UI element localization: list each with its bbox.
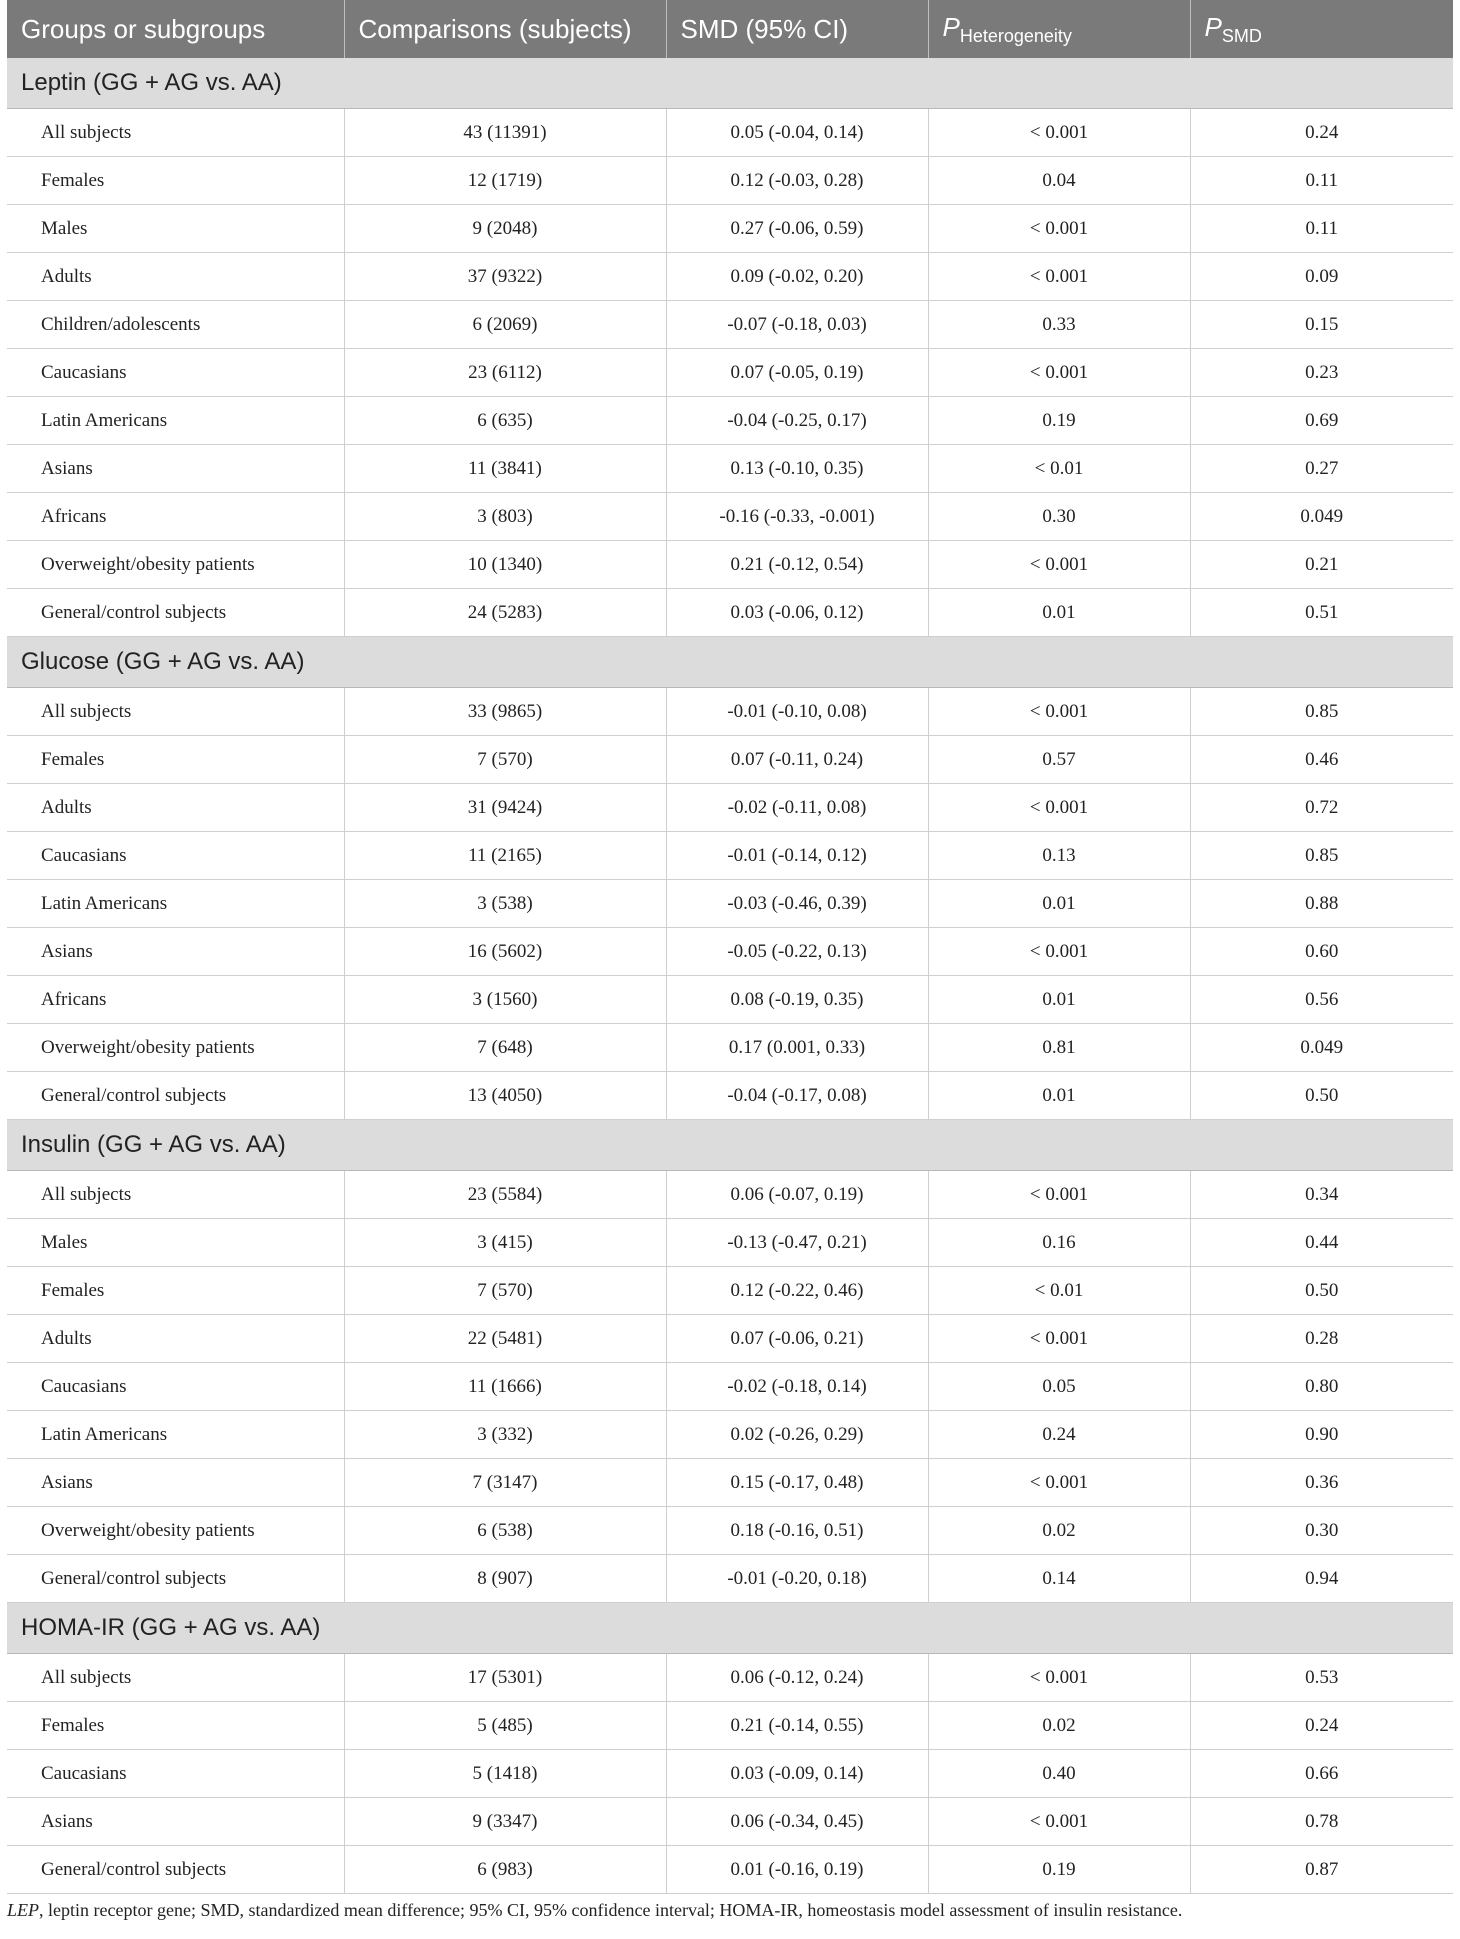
p-smd-cell: 0.69 xyxy=(1190,397,1453,445)
header-row xyxy=(7,0,1453,58)
p-smd-cell: 0.87 xyxy=(1190,1846,1453,1894)
subgroup-cell: Adults xyxy=(7,253,344,301)
subgroup-cell: Asians xyxy=(7,1459,344,1507)
smd-cell: -0.13 (-0.47, 0.21) xyxy=(666,1219,928,1267)
smd-cell: 0.03 (-0.09, 0.14) xyxy=(666,1750,928,1798)
comparisons-cell: 10 (1340) xyxy=(344,541,666,589)
table-row xyxy=(7,589,1453,637)
group-title: Leptin (GG + AG vs. AA) xyxy=(7,58,1453,109)
table-row xyxy=(7,349,1453,397)
comparisons-cell: 11 (1666) xyxy=(344,1363,666,1411)
table-row xyxy=(7,784,1453,832)
header-groups: Groups or subgroups xyxy=(7,0,344,58)
p-heterogeneity-cell: 0.30 xyxy=(928,493,1190,541)
comparisons-cell: 6 (538) xyxy=(344,1507,666,1555)
p-heterogeneity-cell: 0.14 xyxy=(928,1555,1190,1603)
comparisons-cell: 11 (2165) xyxy=(344,832,666,880)
comparisons-cell: 6 (983) xyxy=(344,1846,666,1894)
p-heterogeneity-cell: < 0.001 xyxy=(928,1171,1190,1219)
table-footnote xyxy=(7,1900,1453,1921)
comparisons-cell: 8 (907) xyxy=(344,1555,666,1603)
p-smd-cell: 0.049 xyxy=(1190,493,1453,541)
comparisons-cell: 9 (2048) xyxy=(344,205,666,253)
comparisons-cell: 3 (1560) xyxy=(344,976,666,1024)
p-heterogeneity-cell: 0.19 xyxy=(928,397,1190,445)
p-smd-cell: 0.28 xyxy=(1190,1315,1453,1363)
p-heterogeneity-cell: < 0.01 xyxy=(928,1267,1190,1315)
p-smd-cell: 0.24 xyxy=(1190,1702,1453,1750)
smd-cell: 0.07 (-0.05, 0.19) xyxy=(666,349,928,397)
p-smd-cell: 0.56 xyxy=(1190,976,1453,1024)
p-heterogeneity-cell: 0.24 xyxy=(928,1411,1190,1459)
table-row xyxy=(7,1750,1453,1798)
p-smd-cell: 0.60 xyxy=(1190,928,1453,976)
p-heterogeneity-cell: 0.13 xyxy=(928,832,1190,880)
p-smd-cell: 0.80 xyxy=(1190,1363,1453,1411)
smd-cell: 0.02 (-0.26, 0.29) xyxy=(666,1411,928,1459)
subgroup-cell: Africans xyxy=(7,493,344,541)
table-row xyxy=(7,928,1453,976)
table-row xyxy=(7,493,1453,541)
p-heterogeneity-cell: 0.01 xyxy=(928,1072,1190,1120)
smd-cell: 0.27 (-0.06, 0.59) xyxy=(666,205,928,253)
p-heterogeneity-cell: 0.01 xyxy=(928,589,1190,637)
header-p-heterogeneity-main: P xyxy=(942,11,960,42)
subgroup-cell: Adults xyxy=(7,784,344,832)
subgroup-cell: General/control subjects xyxy=(7,1555,344,1603)
table-row xyxy=(7,1555,1453,1603)
p-heterogeneity-cell: < 0.001 xyxy=(928,928,1190,976)
p-smd-cell: 0.51 xyxy=(1190,589,1453,637)
p-smd-cell: 0.27 xyxy=(1190,445,1453,493)
comparisons-cell: 11 (3841) xyxy=(344,445,666,493)
p-heterogeneity-cell: < 0.001 xyxy=(928,784,1190,832)
p-heterogeneity-cell: 0.02 xyxy=(928,1702,1190,1750)
subgroup-cell: Latin Americans xyxy=(7,1411,344,1459)
footnote-abbr: LEP xyxy=(7,1900,40,1920)
table-row xyxy=(7,205,1453,253)
subgroup-cell: General/control subjects xyxy=(7,1072,344,1120)
subgroup-cell: Males xyxy=(7,1219,344,1267)
comparisons-cell: 6 (635) xyxy=(344,397,666,445)
smd-cell: 0.12 (-0.22, 0.46) xyxy=(666,1267,928,1315)
subgroup-cell: All subjects xyxy=(7,688,344,736)
comparisons-cell: 37 (9322) xyxy=(344,253,666,301)
subgroup-cell: General/control subjects xyxy=(7,589,344,637)
p-smd-cell: 0.53 xyxy=(1190,1654,1453,1702)
p-smd-cell: 0.11 xyxy=(1190,205,1453,253)
p-heterogeneity-cell: 0.02 xyxy=(928,1507,1190,1555)
smd-cell: 0.08 (-0.19, 0.35) xyxy=(666,976,928,1024)
smd-cell: 0.21 (-0.14, 0.55) xyxy=(666,1702,928,1750)
p-heterogeneity-cell: 0.16 xyxy=(928,1219,1190,1267)
subgroup-cell: Females xyxy=(7,1702,344,1750)
comparisons-cell: 7 (570) xyxy=(344,1267,666,1315)
header-p-smd-sub: SMD xyxy=(1221,25,1262,46)
smd-cell: -0.02 (-0.11, 0.08) xyxy=(666,784,928,832)
group-title: Insulin (GG + AG vs. AA) xyxy=(7,1120,1453,1171)
smd-cell: -0.01 (-0.14, 0.12) xyxy=(666,832,928,880)
smd-cell: -0.03 (-0.46, 0.39) xyxy=(666,880,928,928)
table-row xyxy=(7,1411,1453,1459)
subgroup-cell: Adults xyxy=(7,1315,344,1363)
group-header-row xyxy=(7,637,1453,688)
comparisons-cell: 7 (570) xyxy=(344,736,666,784)
p-smd-cell: 0.46 xyxy=(1190,736,1453,784)
comparisons-cell: 5 (1418) xyxy=(344,1750,666,1798)
smd-cell: -0.01 (-0.10, 0.08) xyxy=(666,688,928,736)
table-row xyxy=(7,976,1453,1024)
table-row xyxy=(7,1846,1453,1894)
p-heterogeneity-cell: < 0.001 xyxy=(928,1315,1190,1363)
p-smd-cell: 0.90 xyxy=(1190,1411,1453,1459)
p-smd-cell: 0.88 xyxy=(1190,880,1453,928)
comparisons-cell: 23 (6112) xyxy=(344,349,666,397)
smd-cell: 0.09 (-0.02, 0.20) xyxy=(666,253,928,301)
table-row xyxy=(7,736,1453,784)
smd-cell: 0.12 (-0.03, 0.28) xyxy=(666,157,928,205)
subgroup-cell: Asians xyxy=(7,928,344,976)
p-heterogeneity-cell: 0.33 xyxy=(928,301,1190,349)
header-p-smd xyxy=(1190,0,1453,58)
table-row xyxy=(7,688,1453,736)
header-p-heterogeneity-sub: Heterogeneity xyxy=(959,25,1072,46)
comparisons-cell: 13 (4050) xyxy=(344,1072,666,1120)
subgroup-cell: All subjects xyxy=(7,1171,344,1219)
comparisons-cell: 22 (5481) xyxy=(344,1315,666,1363)
subgroup-cell: Children/adolescents xyxy=(7,301,344,349)
p-heterogeneity-cell: 0.04 xyxy=(928,157,1190,205)
smd-cell: 0.06 (-0.12, 0.24) xyxy=(666,1654,928,1702)
smd-cell: 0.21 (-0.12, 0.54) xyxy=(666,541,928,589)
p-heterogeneity-cell: 0.01 xyxy=(928,976,1190,1024)
table-row xyxy=(7,541,1453,589)
p-heterogeneity-cell: 0.19 xyxy=(928,1846,1190,1894)
smd-cell: -0.02 (-0.18, 0.14) xyxy=(666,1363,928,1411)
smd-cell: 0.18 (-0.16, 0.51) xyxy=(666,1507,928,1555)
subgroup-cell: Africans xyxy=(7,976,344,1024)
comparisons-cell: 33 (9865) xyxy=(344,688,666,736)
comparisons-cell: 7 (3147) xyxy=(344,1459,666,1507)
comparisons-cell: 24 (5283) xyxy=(344,589,666,637)
p-smd-cell: 0.34 xyxy=(1190,1171,1453,1219)
p-heterogeneity-cell: 0.81 xyxy=(928,1024,1190,1072)
table-body xyxy=(7,58,1453,1894)
smd-cell: 0.06 (-0.07, 0.19) xyxy=(666,1171,928,1219)
table-row xyxy=(7,301,1453,349)
table-row xyxy=(7,1315,1453,1363)
p-smd-cell: 0.85 xyxy=(1190,688,1453,736)
p-smd-cell: 0.72 xyxy=(1190,784,1453,832)
comparisons-cell: 9 (3347) xyxy=(344,1798,666,1846)
p-smd-cell: 0.85 xyxy=(1190,832,1453,880)
footnote-text: , leptin receptor gene; SMD, standardized mean difference; 95% CI, 95% confidence interval; HOMA-IR, homeostasis model assessment of insulin resistance. xyxy=(39,1900,1183,1920)
results-table-container xyxy=(7,0,1453,1894)
subgroup-cell: All subjects xyxy=(7,1654,344,1702)
comparisons-cell: 7 (648) xyxy=(344,1024,666,1072)
subgroup-cell: General/control subjects xyxy=(7,1846,344,1894)
comparisons-cell: 31 (9424) xyxy=(344,784,666,832)
comparisons-cell: 3 (803) xyxy=(344,493,666,541)
table-row xyxy=(7,109,1453,157)
p-smd-cell: 0.15 xyxy=(1190,301,1453,349)
table-row xyxy=(7,1798,1453,1846)
p-heterogeneity-cell: < 0.001 xyxy=(928,109,1190,157)
group-title: Glucose (GG + AG vs. AA) xyxy=(7,637,1453,688)
group-title: HOMA-IR (GG + AG vs. AA) xyxy=(7,1603,1453,1654)
group-header-row xyxy=(7,58,1453,109)
comparisons-cell: 23 (5584) xyxy=(344,1171,666,1219)
table-row xyxy=(7,1267,1453,1315)
subgroup-cell: Females xyxy=(7,1267,344,1315)
table-row xyxy=(7,397,1453,445)
smd-cell: 0.07 (-0.06, 0.21) xyxy=(666,1315,928,1363)
p-smd-cell: 0.24 xyxy=(1190,109,1453,157)
smd-cell: 0.07 (-0.11, 0.24) xyxy=(666,736,928,784)
subgroup-cell: Females xyxy=(7,157,344,205)
subgroup-cell: Overweight/obesity patients xyxy=(7,1024,344,1072)
table-row xyxy=(7,1072,1453,1120)
table-row xyxy=(7,1459,1453,1507)
table-row xyxy=(7,1507,1453,1555)
smd-cell: 0.03 (-0.06, 0.12) xyxy=(666,589,928,637)
p-heterogeneity-cell: 0.05 xyxy=(928,1363,1190,1411)
table-row xyxy=(7,445,1453,493)
smd-cell: -0.05 (-0.22, 0.13) xyxy=(666,928,928,976)
p-smd-cell: 0.94 xyxy=(1190,1555,1453,1603)
header-p-smd-main: P xyxy=(1204,11,1222,42)
smd-cell: 0.01 (-0.16, 0.19) xyxy=(666,1846,928,1894)
p-heterogeneity-cell: < 0.01 xyxy=(928,445,1190,493)
meta-analysis-table xyxy=(7,0,1453,1894)
smd-cell: 0.05 (-0.04, 0.14) xyxy=(666,109,928,157)
table-header xyxy=(7,0,1453,58)
subgroup-cell: Asians xyxy=(7,445,344,493)
subgroup-cell: Caucasians xyxy=(7,1363,344,1411)
table-row xyxy=(7,1654,1453,1702)
smd-cell: -0.16 (-0.33, -0.001) xyxy=(666,493,928,541)
p-smd-cell: 0.36 xyxy=(1190,1459,1453,1507)
group-header-row xyxy=(7,1603,1453,1654)
subgroup-cell: Asians xyxy=(7,1798,344,1846)
header-comparisons: Comparisons (subjects) xyxy=(344,0,666,58)
subgroup-cell: Overweight/obesity patients xyxy=(7,541,344,589)
group-header-row xyxy=(7,1120,1453,1171)
p-smd-cell: 0.049 xyxy=(1190,1024,1453,1072)
p-smd-cell: 0.50 xyxy=(1190,1072,1453,1120)
subgroup-cell: Latin Americans xyxy=(7,397,344,445)
table-row xyxy=(7,1219,1453,1267)
p-heterogeneity-cell: < 0.001 xyxy=(928,205,1190,253)
table-row xyxy=(7,253,1453,301)
table-row xyxy=(7,880,1453,928)
subgroup-cell: Caucasians xyxy=(7,349,344,397)
comparisons-cell: 5 (485) xyxy=(344,1702,666,1750)
p-heterogeneity-cell: 0.40 xyxy=(928,1750,1190,1798)
smd-cell: -0.01 (-0.20, 0.18) xyxy=(666,1555,928,1603)
table-row xyxy=(7,1363,1453,1411)
smd-cell: 0.15 (-0.17, 0.48) xyxy=(666,1459,928,1507)
p-smd-cell: 0.78 xyxy=(1190,1798,1453,1846)
table-row xyxy=(7,1702,1453,1750)
p-smd-cell: 0.21 xyxy=(1190,541,1453,589)
table-row xyxy=(7,1024,1453,1072)
p-heterogeneity-cell: 0.01 xyxy=(928,880,1190,928)
subgroup-cell: Caucasians xyxy=(7,1750,344,1798)
p-heterogeneity-cell: < 0.001 xyxy=(928,349,1190,397)
comparisons-cell: 16 (5602) xyxy=(344,928,666,976)
p-heterogeneity-cell: < 0.001 xyxy=(928,1798,1190,1846)
header-smd: SMD (95% CI) xyxy=(666,0,928,58)
smd-cell: -0.04 (-0.17, 0.08) xyxy=(666,1072,928,1120)
p-smd-cell: 0.30 xyxy=(1190,1507,1453,1555)
subgroup-cell: Females xyxy=(7,736,344,784)
p-heterogeneity-cell: < 0.001 xyxy=(928,1459,1190,1507)
smd-cell: 0.06 (-0.34, 0.45) xyxy=(666,1798,928,1846)
table-row xyxy=(7,1171,1453,1219)
smd-cell: -0.04 (-0.25, 0.17) xyxy=(666,397,928,445)
subgroup-cell: Latin Americans xyxy=(7,880,344,928)
comparisons-cell: 6 (2069) xyxy=(344,301,666,349)
p-heterogeneity-cell: < 0.001 xyxy=(928,541,1190,589)
comparisons-cell: 43 (11391) xyxy=(344,109,666,157)
p-smd-cell: 0.44 xyxy=(1190,1219,1453,1267)
p-smd-cell: 0.50 xyxy=(1190,1267,1453,1315)
comparisons-cell: 12 (1719) xyxy=(344,157,666,205)
p-smd-cell: 0.11 xyxy=(1190,157,1453,205)
comparisons-cell: 17 (5301) xyxy=(344,1654,666,1702)
comparisons-cell: 3 (415) xyxy=(344,1219,666,1267)
p-smd-cell: 0.09 xyxy=(1190,253,1453,301)
subgroup-cell: Caucasians xyxy=(7,832,344,880)
p-heterogeneity-cell: < 0.001 xyxy=(928,688,1190,736)
p-smd-cell: 0.23 xyxy=(1190,349,1453,397)
header-p-heterogeneity xyxy=(928,0,1190,58)
subgroup-cell: Overweight/obesity patients xyxy=(7,1507,344,1555)
table-row xyxy=(7,157,1453,205)
table-row xyxy=(7,832,1453,880)
subgroup-cell: All subjects xyxy=(7,109,344,157)
comparisons-cell: 3 (332) xyxy=(344,1411,666,1459)
p-heterogeneity-cell: 0.57 xyxy=(928,736,1190,784)
smd-cell: -0.07 (-0.18, 0.03) xyxy=(666,301,928,349)
smd-cell: 0.13 (-0.10, 0.35) xyxy=(666,445,928,493)
comparisons-cell: 3 (538) xyxy=(344,880,666,928)
p-heterogeneity-cell: < 0.001 xyxy=(928,253,1190,301)
p-heterogeneity-cell: < 0.001 xyxy=(928,1654,1190,1702)
subgroup-cell: Males xyxy=(7,205,344,253)
smd-cell: 0.17 (0.001, 0.33) xyxy=(666,1024,928,1072)
p-smd-cell: 0.66 xyxy=(1190,1750,1453,1798)
